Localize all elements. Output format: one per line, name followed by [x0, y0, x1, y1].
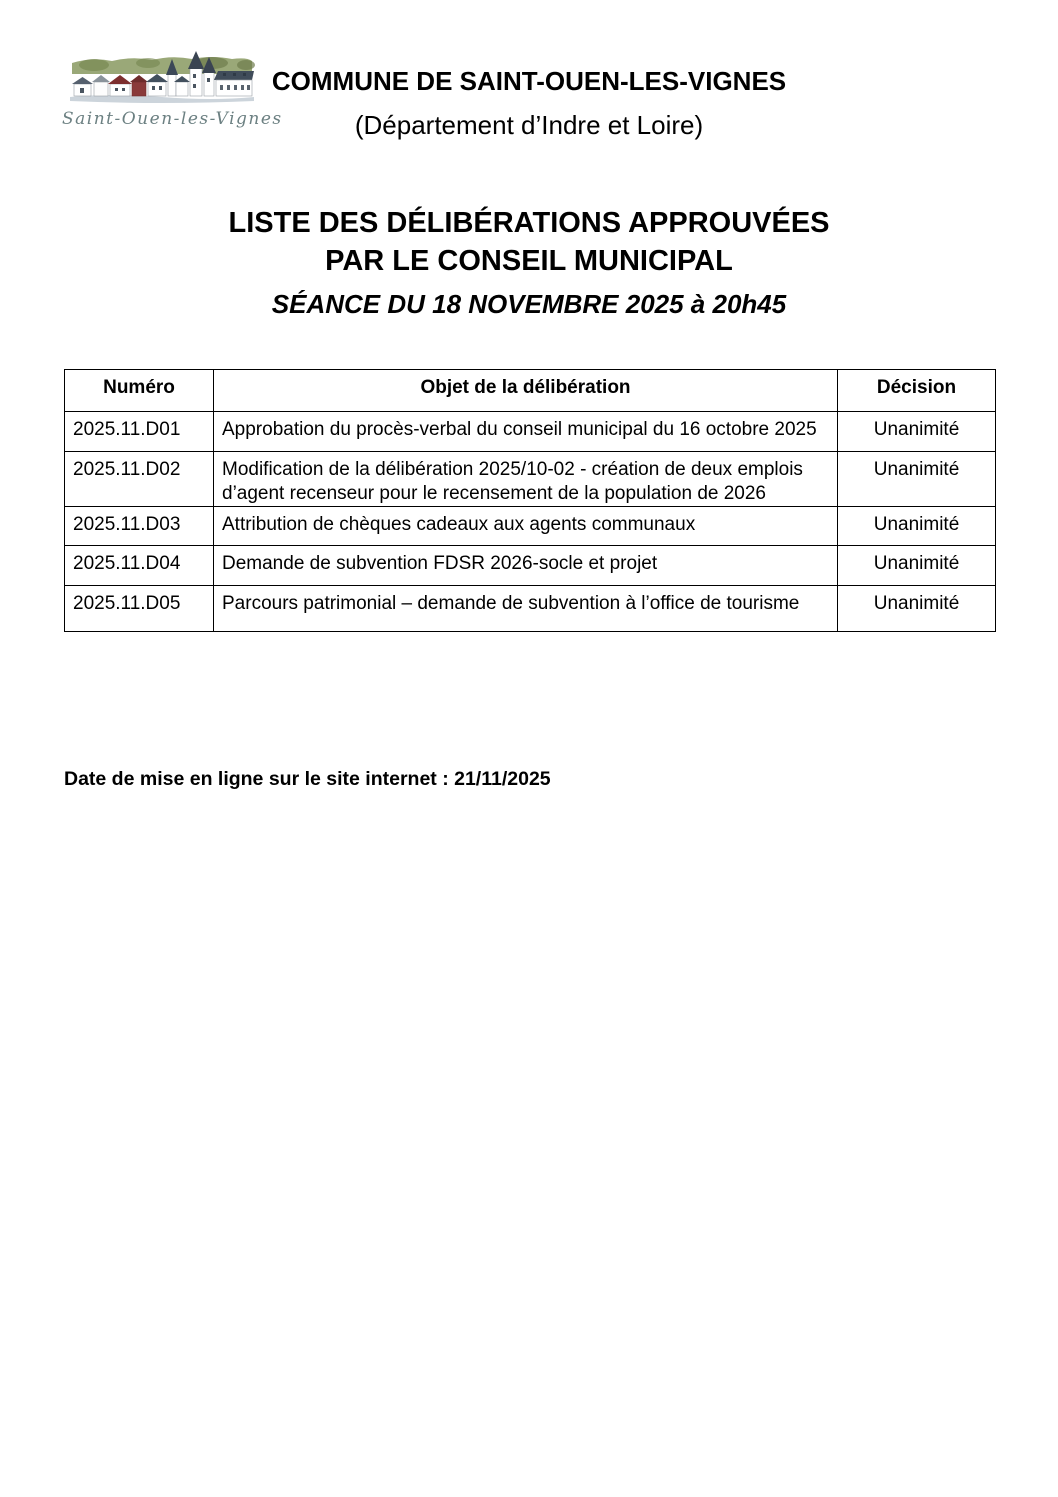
- table-header-row: [65, 370, 996, 412]
- column-header-objet: Objet de la délibération: [214, 370, 838, 412]
- cell-objet: Approbation du procès-verbal du conseil municipal du 16 octobre 2025: [214, 412, 838, 452]
- session-date-heading: SÉANCE DU 18 NOVEMBRE 2025 à 20h45: [271, 289, 787, 319]
- table-row: [65, 546, 996, 586]
- table-row: [65, 412, 996, 452]
- cell-objet: Attribution de chèques cadeaux aux agents communaux: [214, 507, 838, 546]
- cell-decision: Unanimité: [838, 507, 996, 546]
- department-subtitle: (Département d’Indre et Loire): [354, 110, 704, 140]
- cell-numero: 2025.11.D03: [65, 507, 214, 546]
- document-title: [0, 204, 1058, 280]
- document-title-line2: PAR LE CONSEIL MUNICIPAL: [325, 245, 733, 277]
- cell-numero: 2025.11.D04: [65, 546, 214, 586]
- cell-numero: 2025.11.D05: [65, 586, 214, 632]
- column-header-decision: Décision: [838, 370, 996, 412]
- table-row: [65, 452, 996, 507]
- commune-title: COMMUNE DE SAINT-OUEN-LES-VIGNES: [271, 66, 787, 96]
- deliberations-table: [64, 369, 996, 632]
- cell-decision: Unanimité: [838, 452, 996, 507]
- publication-date-note: Date de mise en ligne sur le site internet : 21/11/2025: [64, 768, 551, 790]
- column-header-numero: Numéro: [65, 370, 214, 412]
- table-row: [65, 507, 996, 546]
- cell-decision: Unanimité: [838, 412, 996, 452]
- document-title-line1: LISTE DES DÉLIBÉRATIONS APPROUVÉES: [228, 207, 830, 239]
- cell-decision: Unanimité: [838, 586, 996, 632]
- cell-numero: 2025.11.D01: [65, 412, 214, 452]
- logo-caption: Saint-Ouen-les-Vignes: [62, 109, 283, 129]
- cell-decision: Unanimité: [838, 546, 996, 586]
- table-row: [65, 586, 996, 632]
- cell-objet: Demande de subvention FDSR 2026-socle et projet: [214, 546, 838, 586]
- cell-numero: 2025.11.D02: [65, 452, 214, 507]
- cell-objet: Parcours patrimonial – demande de subvention à l’office de tourisme: [214, 586, 838, 632]
- cell-objet: Modification de la délibération 2025/10-02 - création de deux emplois d’agent recenseur pour le recensement de la population de 2026: [214, 452, 838, 507]
